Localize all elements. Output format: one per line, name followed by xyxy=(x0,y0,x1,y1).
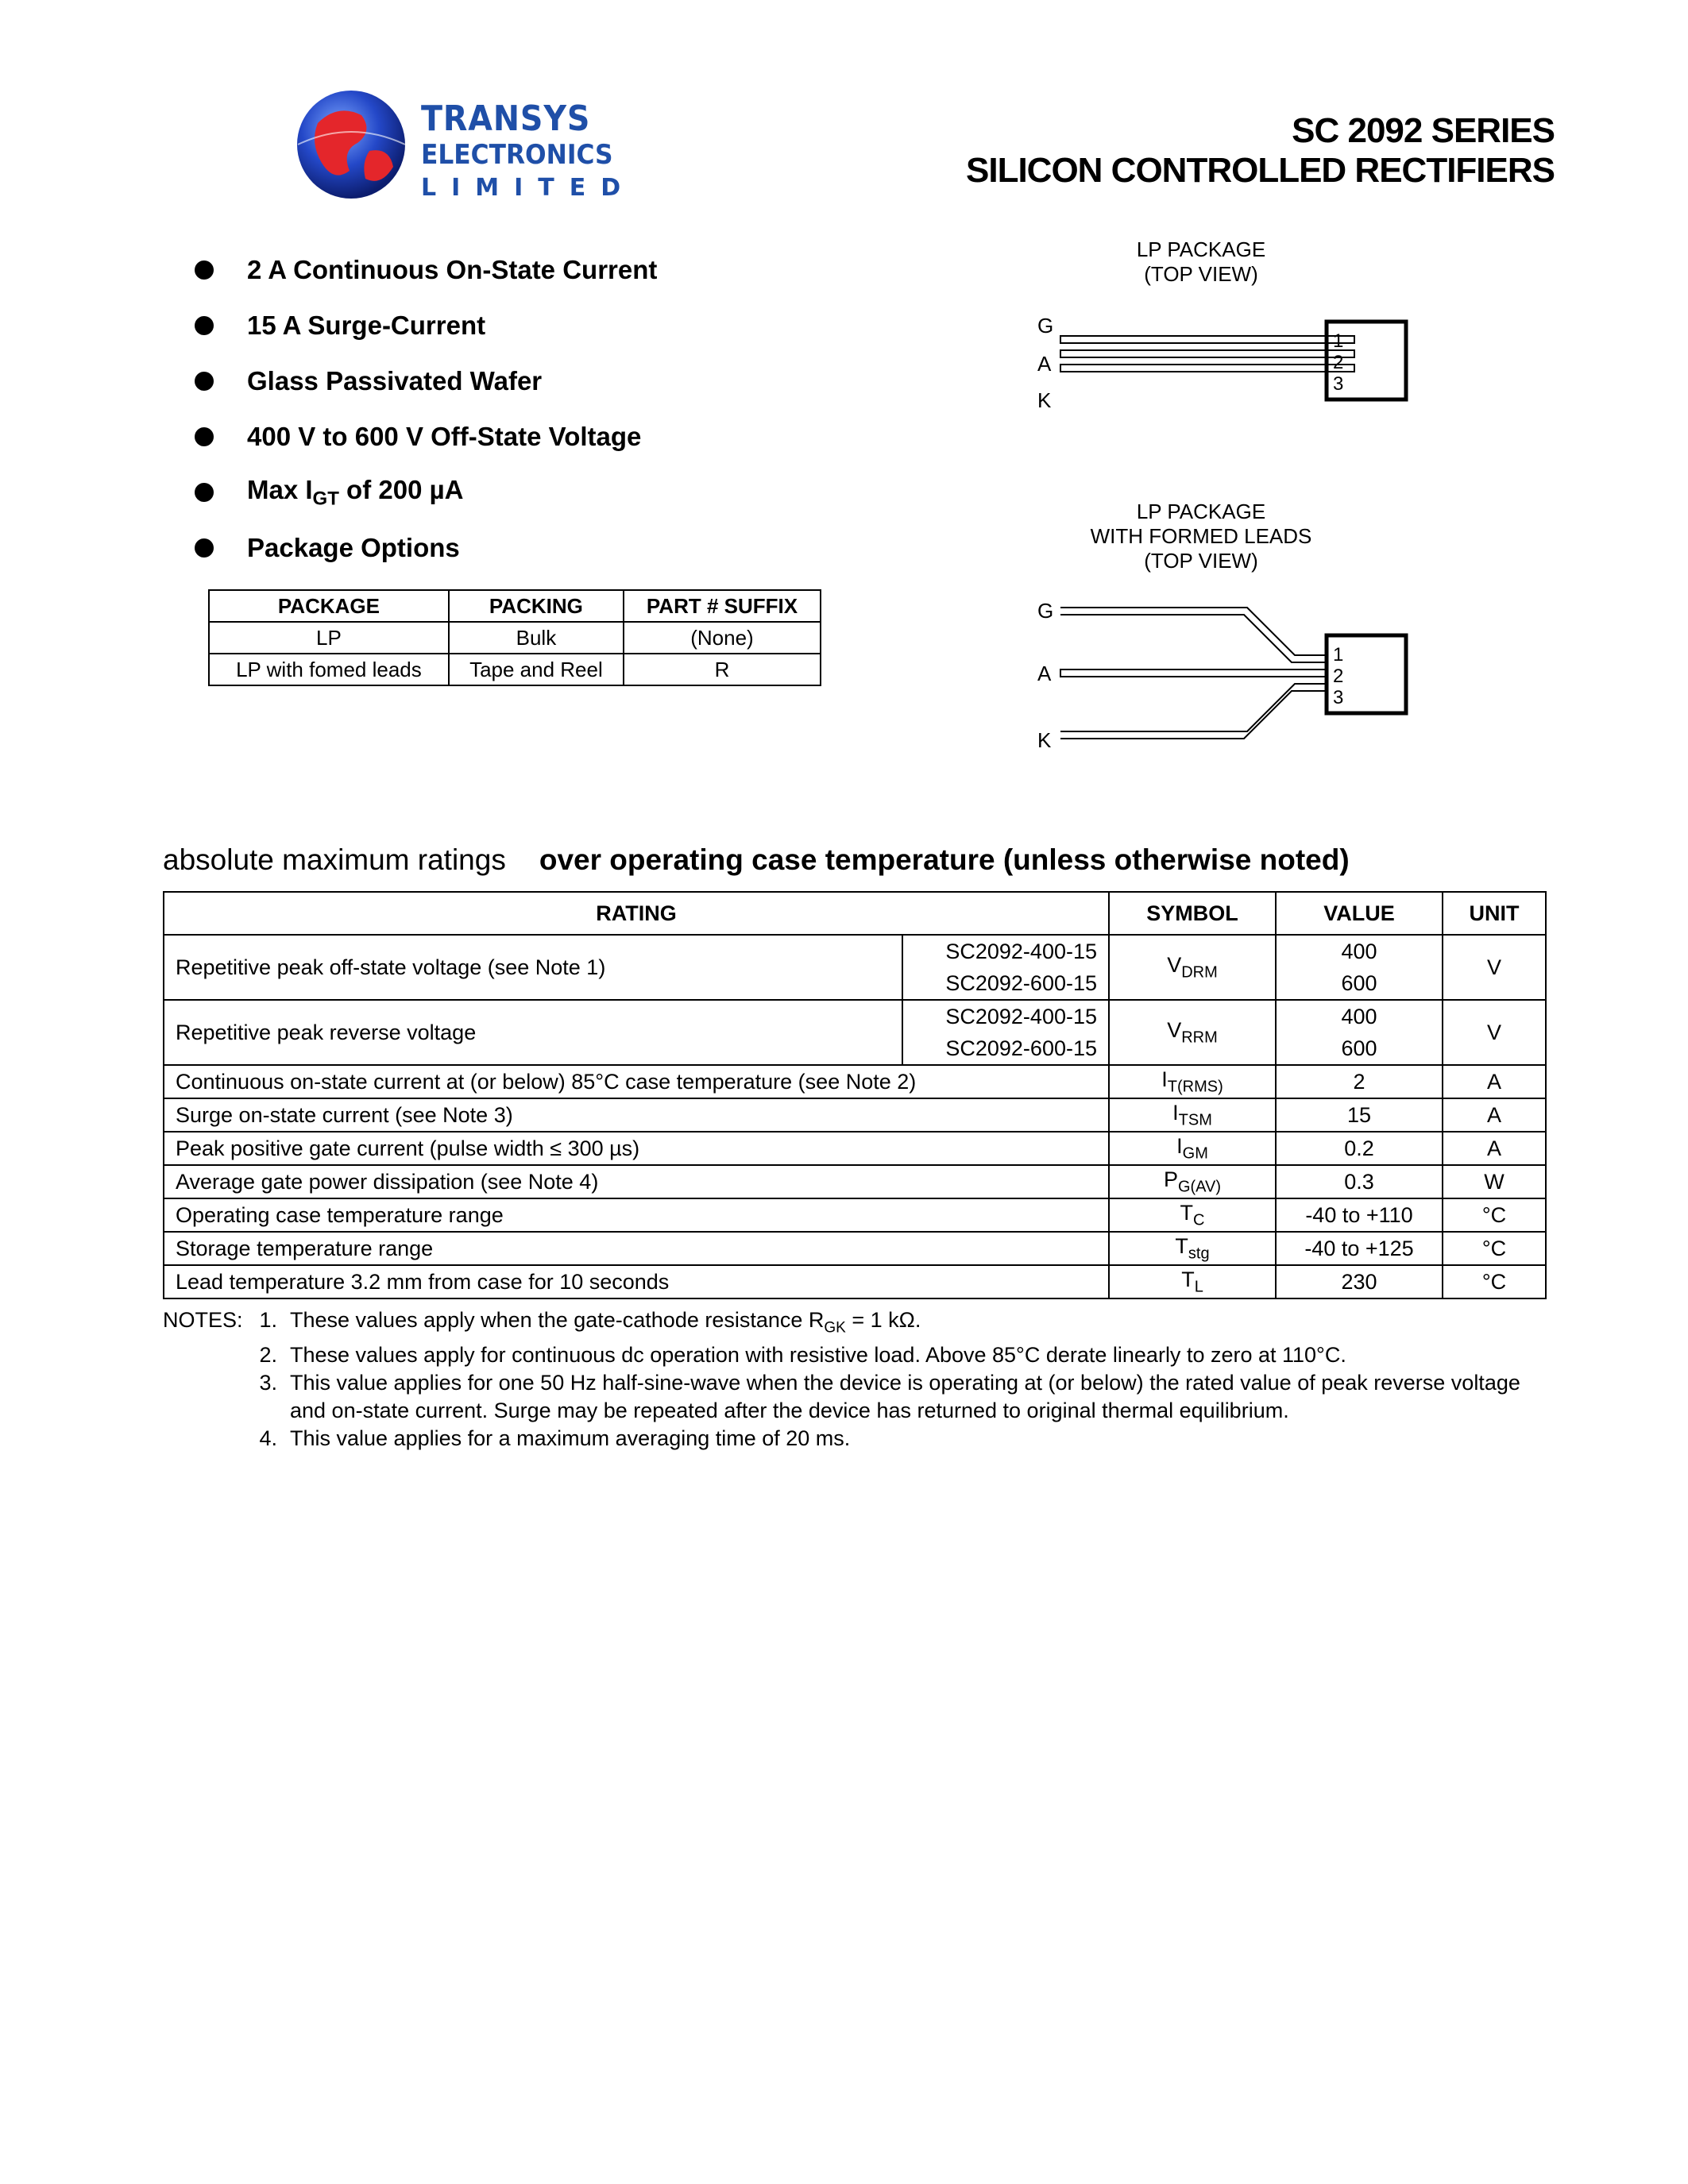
lead-label: G xyxy=(1037,314,1054,338)
feature-item: 400 V to 600 V Off-State Voltage xyxy=(195,409,657,465)
unit-cell: V xyxy=(1443,935,1546,1000)
feature-item: 15 A Surge-Current xyxy=(195,298,657,353)
lead-label: K xyxy=(1037,388,1052,412)
bullet-icon xyxy=(195,538,214,558)
unit-cell: W xyxy=(1443,1165,1546,1198)
value-cell: 600 xyxy=(1276,1032,1443,1065)
unit-cell: °C xyxy=(1443,1198,1546,1232)
pin-number: 2 xyxy=(1333,352,1344,373)
symbol-cell: $T_{stg}$ xyxy=(1109,1232,1276,1265)
table-row xyxy=(164,1232,1546,1265)
table-cell: LP with fomed leads xyxy=(209,654,449,685)
feature-item: 2 A Continuous On-State Current xyxy=(195,242,657,298)
symbol-cell: $V_{DRM}$ xyxy=(1109,935,1276,1000)
rating-cell: Repetitive peak reverse voltage xyxy=(164,1000,902,1065)
company-logo xyxy=(294,87,636,214)
note-number: 4. xyxy=(259,1426,277,1451)
symbol-cell: $T_L$ xyxy=(1109,1265,1276,1298)
symbol-cell: $T_C$ xyxy=(1109,1198,1276,1232)
column-header: PART # SUFFIX xyxy=(624,590,821,622)
section-heading xyxy=(163,843,1350,877)
unit-cell: A xyxy=(1443,1098,1546,1132)
feature-list xyxy=(195,242,657,576)
table-cell: Bulk xyxy=(449,622,624,654)
column-header: PACKING xyxy=(449,590,624,622)
note-number: 2. xyxy=(259,1343,277,1368)
pin-number: 3 xyxy=(1333,687,1344,708)
lead-label: A xyxy=(1037,352,1052,376)
part-number-cell: SC2092-400-15 xyxy=(902,935,1109,967)
diagram-title: LP PACKAGE xyxy=(1136,237,1266,261)
section-title: absolute maximum ratings xyxy=(163,843,506,876)
lead-label: A xyxy=(1037,662,1052,685)
bullet-icon xyxy=(195,260,214,280)
note-item xyxy=(163,1341,1561,1369)
pin-number: 1 xyxy=(1333,330,1344,352)
table-row xyxy=(164,935,1546,967)
unit-cell: A xyxy=(1443,1132,1546,1165)
bullet-icon xyxy=(195,316,214,335)
symbol-cell: $I_{T(RMS)}$ xyxy=(1109,1065,1276,1098)
note-number: 3. xyxy=(259,1371,277,1395)
feature-item: Max $I_{GT}$ of 200 µA xyxy=(195,465,657,520)
diagram-subtitle: WITH FORMED LEADS xyxy=(1090,524,1312,548)
value-cell: -40 to +110 xyxy=(1276,1198,1443,1232)
table-row xyxy=(164,1198,1546,1232)
rating-cell: Surge on-state current (see Note 3) xyxy=(164,1098,1109,1132)
rating-cell: Operating case temperature range xyxy=(164,1198,1109,1232)
unit-cell: V xyxy=(1443,1000,1546,1065)
table-row xyxy=(164,1000,1546,1032)
table-cell: LP xyxy=(209,622,449,654)
note-text: This value applies for one 50 Hz half-sine-wave when the device is operating at (or below) the rated value of peak reverse voltage and on-state current. Surge may be repeated after the device has returned to original thermal equilibrium. xyxy=(290,1371,1520,1423)
device-type: SILICON CONTROLLED RECTIFIERS xyxy=(966,151,1555,190)
column-header: UNIT xyxy=(1443,892,1546,935)
note-item xyxy=(163,1369,1561,1425)
rating-cell: Storage temperature range xyxy=(164,1232,1109,1265)
rating-cell: Lead temperature 3.2 mm from case for 10 seconds xyxy=(164,1265,1109,1298)
table-row xyxy=(209,622,821,654)
value-cell: 0.2 xyxy=(1276,1132,1443,1165)
page-title xyxy=(966,111,1555,191)
feature-item: Glass Passivated Wafer xyxy=(195,353,657,409)
pin-number: 3 xyxy=(1333,373,1344,395)
series-name: SC 2092 SERIES xyxy=(1292,111,1555,150)
rating-cell: Peak positive gate current (pulse width ≤ 300 µs) xyxy=(164,1132,1109,1165)
part-number-cell: SC2092-400-15 xyxy=(902,1000,1109,1032)
pin-number: 2 xyxy=(1333,666,1344,687)
unit-cell: °C xyxy=(1443,1232,1546,1265)
bullet-icon xyxy=(195,483,214,502)
column-header: PACKAGE xyxy=(209,590,449,622)
note-text: This value applies for a maximum averaging time of 20 ms. xyxy=(290,1426,851,1451)
notes-label: NOTES: xyxy=(163,1308,243,1332)
rating-cell: Continuous on-state current at (or below) 85°C case temperature (see Note 2) xyxy=(164,1065,1109,1098)
table-cell: R xyxy=(624,654,821,685)
diagram-subtitle: (TOP VIEW) xyxy=(1144,262,1258,286)
value-cell: 600 xyxy=(1276,967,1443,1000)
table-row xyxy=(209,654,821,685)
value-cell: 400 xyxy=(1276,935,1443,967)
table-row xyxy=(164,1132,1546,1165)
notes-section xyxy=(163,1306,1561,1453)
table-cell: Tape and Reel xyxy=(449,654,624,685)
ratings-table xyxy=(163,891,1547,1299)
bullet-icon xyxy=(195,372,214,391)
globe-icon xyxy=(294,87,413,206)
diagram-subtitle: (TOP VIEW) xyxy=(1144,549,1258,573)
note-item xyxy=(163,1306,1561,1341)
logo-line-1: TRANSYS xyxy=(421,98,591,139)
column-header: RATING xyxy=(164,892,1109,935)
note-text: These values apply for continuous dc operation with resistive load. Above 85°C derate linearly to zero at 110°C. xyxy=(290,1343,1346,1368)
value-cell: 0.3 xyxy=(1276,1165,1443,1198)
table-header-row xyxy=(209,590,821,622)
symbol-cell: $I_{TSM}$ xyxy=(1109,1098,1276,1132)
unit-cell: A xyxy=(1443,1065,1546,1098)
column-header: SYMBOL xyxy=(1109,892,1276,935)
symbol-cell: $V_{RRM}$ xyxy=(1109,1000,1276,1065)
bullet-icon xyxy=(195,427,214,446)
package-options-table xyxy=(208,589,821,686)
table-row xyxy=(164,1065,1546,1098)
table-cell: (None) xyxy=(624,622,821,654)
unit-cell: °C xyxy=(1443,1265,1546,1298)
value-cell: 2 xyxy=(1276,1065,1443,1098)
section-subtitle: over operating case temperature (unless otherwise noted) xyxy=(539,843,1350,876)
lp-formed-leads-diagram xyxy=(1037,500,1406,752)
column-header: VALUE xyxy=(1276,892,1443,935)
value-cell: 15 xyxy=(1276,1098,1443,1132)
rating-cell: Average gate power dissipation (see Note 4) xyxy=(164,1165,1109,1198)
table-row xyxy=(164,1165,1546,1198)
lead-label: G xyxy=(1037,599,1054,623)
lead-label: K xyxy=(1037,728,1052,752)
rating-cell: Repetitive peak off-state voltage (see Note 1) xyxy=(164,935,902,1000)
table-row xyxy=(164,1098,1546,1132)
note-text: These values apply when the gate-cathode resistance $R_{GK} = 1$ kΩ. xyxy=(290,1308,921,1337)
symbol-cell: $I_{GM}$ xyxy=(1109,1132,1276,1165)
symbol-cell: $P_{G(AV)}$ xyxy=(1109,1165,1276,1198)
diagram-title: LP PACKAGE xyxy=(1136,500,1266,523)
value-cell: -40 to +125 xyxy=(1276,1232,1443,1265)
value-cell: 400 xyxy=(1276,1000,1443,1032)
note-number: 1. xyxy=(259,1308,277,1332)
feature-item: Package Options xyxy=(195,520,657,576)
table-header-row xyxy=(164,892,1546,935)
table-row xyxy=(164,1265,1546,1298)
lp-package-diagram xyxy=(1037,237,1406,412)
logo-line-3: LIMITED xyxy=(421,174,636,202)
value-cell: 230 xyxy=(1276,1265,1443,1298)
logo-line-2: ELECTRONICS xyxy=(421,139,613,171)
note-item xyxy=(163,1425,1561,1453)
pin-number: 1 xyxy=(1333,644,1344,666)
package-diagrams xyxy=(1025,234,1438,774)
part-number-cell: SC2092-600-15 xyxy=(902,967,1109,1000)
part-number-cell: SC2092-600-15 xyxy=(902,1032,1109,1065)
